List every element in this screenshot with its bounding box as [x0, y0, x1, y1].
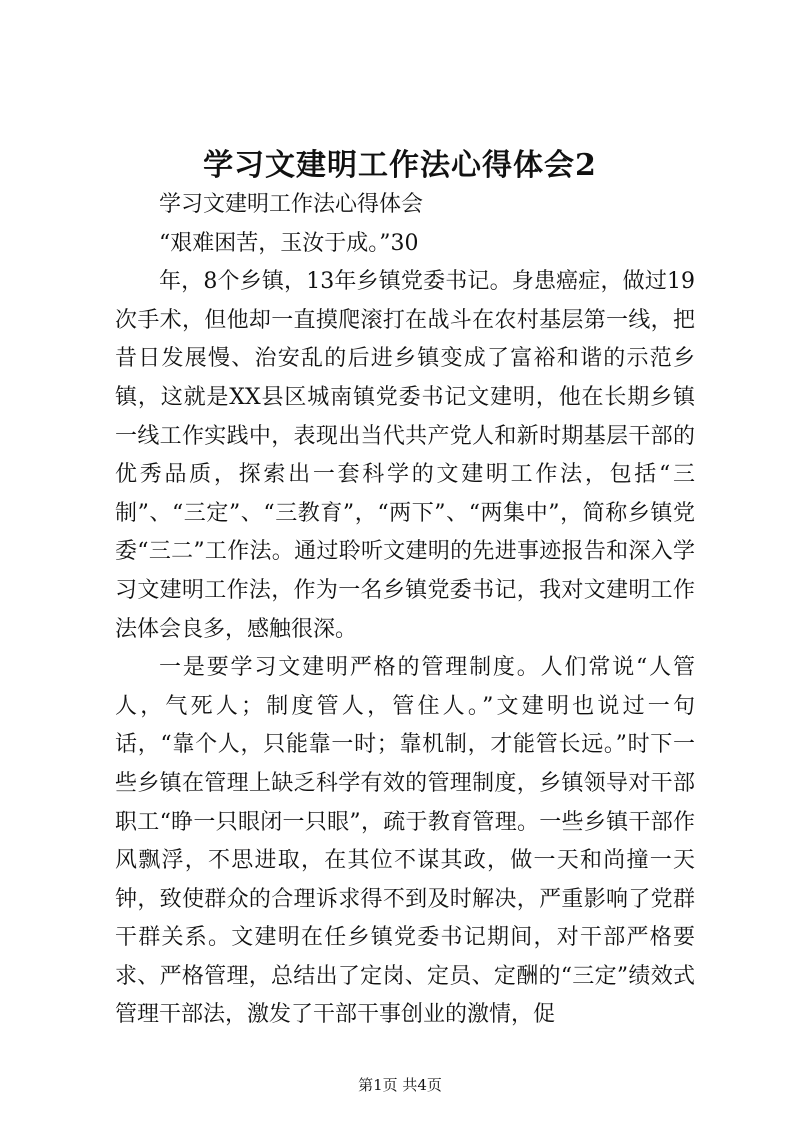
- paragraph-subtitle: 学习文建明工作法心得体会: [159, 192, 424, 217]
- paragraph-point-one: 一是要学习文建明严格的管理制度。人们常说“人管人，气死人；制度管人，管住人。”文建明也说过一句话，“靠个人，只能靠一时；靠机制，才能管长远。”时下一些乡镇在管理上缺乏科学有效的管理制度，乡镇领导对干部职工“睁一只眼闭一只眼”，疏于教育管理。一些乡镇干部作风飘浮，不思进取，在其位不谋其政，做一天和尚撞一天钟，致使群众的合理诉求得不到及时解决，严重影响了党群干群关系。文建明在任乡镇党委书记期间，对干部严格要求、严格管理，总结出了定岗、定员、定酬的“三定”绩效式管理干部法，激发了干部干事创业的激情，促: [115, 655, 695, 1028]
- document-title: 学习文建明工作法心得体会2: [203, 148, 597, 183]
- paragraph-quote: “艰难困苦，玉汝于成。”30: [159, 230, 419, 256]
- page-footer: 第1页 共4页: [358, 1076, 442, 1094]
- document-body: [115, 186, 695, 1035]
- paragraph-intro: 年，8个乡镇，13年乡镇党委书记。身患癌症，做过19次手术，但他却一直摸爬滚打在战斗在农村基层第一线，把昔日发展慢、治安乱的后进乡镇变成了富裕和谐的示范乡镇，这就是XX县区城南镇党委书记文建明，他在长期乡镇一线工作实践中，表现出当代共产党人和新时期基层干部的优秀品质，探索出一套科学的文建明工作法，包括“三制”、“三定”、“三教育”，“两下”、“两集中”，简称乡镇党委“三二”工作法。通过聆听文建明的先进事迹报告和深入学习文建明工作法，作为一名乡镇党委书记，我对文建明工作法体会良多，感触很深。: [115, 269, 695, 642]
